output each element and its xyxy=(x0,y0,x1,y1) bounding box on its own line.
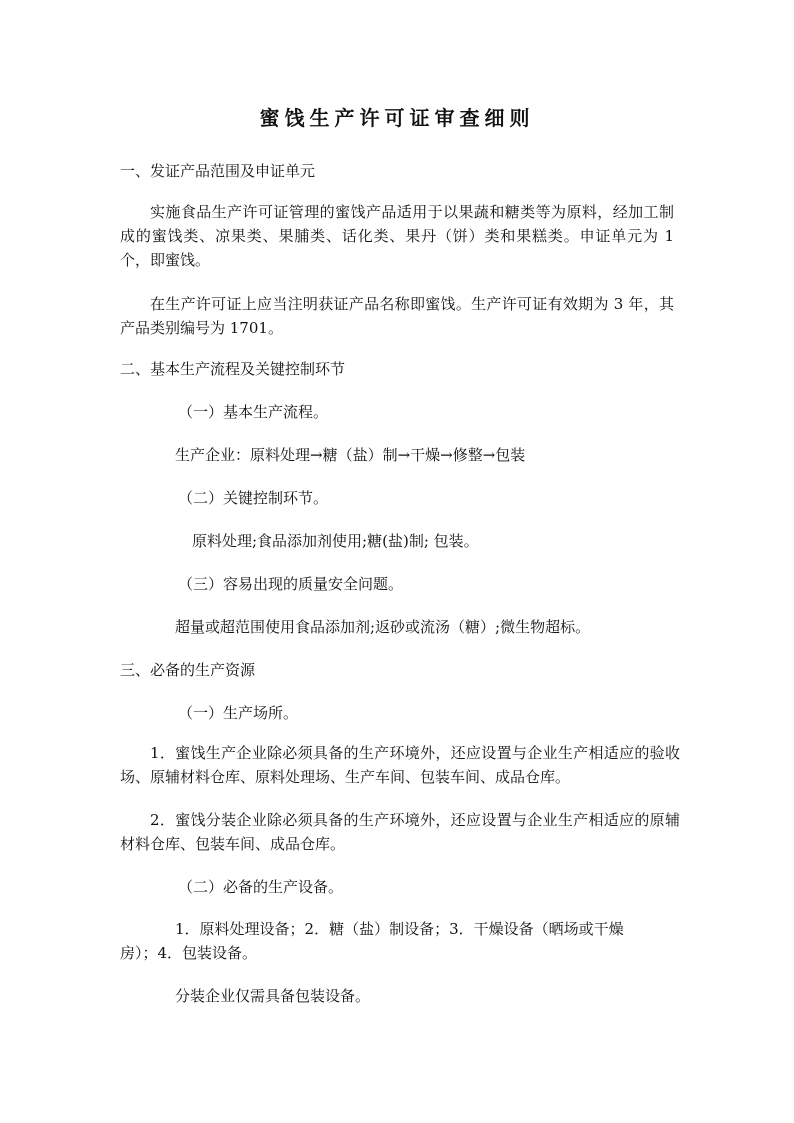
section-2-heading: 二、基本生产流程及关键控制环节 xyxy=(120,360,346,378)
equipment-list-line-1: 1．原料处理设备；2．糖（盐）制设备；3．干燥设备（晒场或干燥 xyxy=(175,920,624,938)
section-2-sub-heading-1: （一）基本生产流程。 xyxy=(178,403,329,421)
section-1-paragraph-2: 在生产许可证上应当注明获证产品名称即蜜饯。生产许可证有效期为 3 年，其产品类别编号为 1701。 xyxy=(120,295,674,337)
section-2-sub-heading-2: （二）关键控制环节。 xyxy=(178,489,329,507)
page-title: 蜜饯生产许可证审查细则 xyxy=(259,106,535,130)
section-3-paragraph-1: 1．蜜饯生产企业除必须具备的生产环境外，还应设置与企业生产相适应的验收场、原辅材料仓库、原料处理场、生产车间、包装车间、成品仓库。 xyxy=(120,744,680,786)
section-3-sub-heading-1: （一）生产场所。 xyxy=(178,704,299,722)
section-1-heading: 一、发证产品范围及申证单元 xyxy=(120,162,316,180)
section-3-sub-heading-2: （二）必备的生产设备。 xyxy=(178,878,344,896)
section-3-paragraph-2: 2．蜜饯分装企业除必须具备的生产环境外，还应设置与企业生产相适应的原辅材料仓库、包装车间、成品仓库。 xyxy=(120,811,680,853)
production-flow-text: 生产企业：原料处理→糖（盐）制→干燥→修整→包装 xyxy=(175,446,526,464)
section-2-sub-heading-3: （三）容易出现的质量安全问题。 xyxy=(178,575,404,593)
packing-equipment-note: 分装企业仅需具备包装设备。 xyxy=(175,987,371,1005)
quality-issues-text: 超量或超范围使用食品添加剂;返砂或流汤（糖）;微生物超标。 xyxy=(175,618,591,636)
key-control-points-text: 原料处理;食品添加剂使用;糖(盐)制; 包装。 xyxy=(192,532,479,550)
equipment-list-line-2: 房）；4．包装设备。 xyxy=(120,944,258,962)
section-1-paragraph-1: 实施食品生产许可证管理的蜜饯产品适用于以果蔬和糖类等为原料，经加工制成的蜜饯类、凉果类、果脯类、话化类、果丹（饼）类和果糕类。申证单元为 1 个，即蜜饯。 xyxy=(120,203,674,269)
section-3-heading: 三、必备的生产资源 xyxy=(120,661,256,679)
